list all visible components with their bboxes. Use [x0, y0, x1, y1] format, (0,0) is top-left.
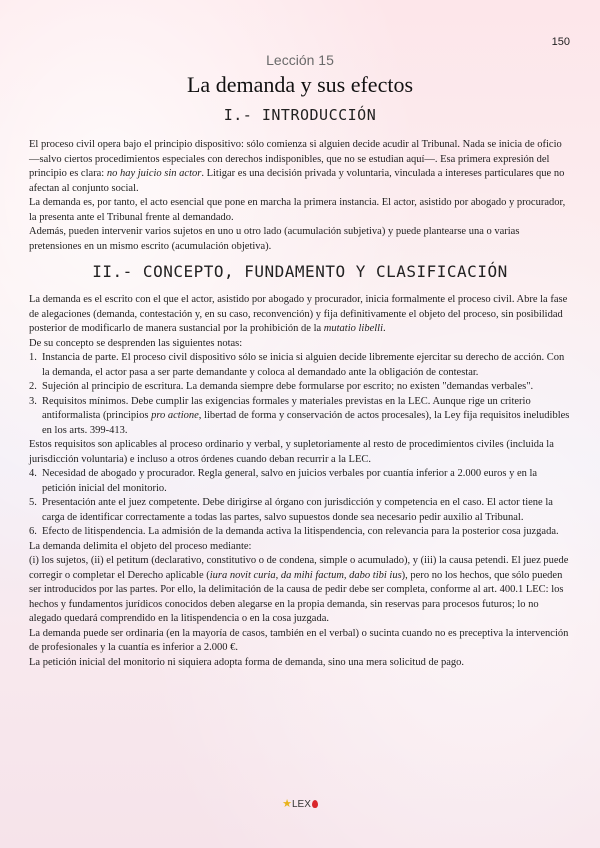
- list-item-number: 5.: [29, 497, 37, 508]
- objeto-intro: La demanda delimita el objeto del proceso mediante:: [29, 540, 252, 552]
- notes-list-2: [29, 467, 573, 540]
- lesson-label: Lección 15: [266, 52, 334, 68]
- list-item-text: Efecto de litispendencia. La admisión de la demanda activa la litispendencia, con relevancia para la posterior cosa juzgada.: [42, 526, 559, 537]
- intro-p1-text-a: El proceso civil opera bajo el principio dispositivo: sólo comienza si alguien decide acudir al Tribunal. Nada se inicia de oficio —salvo ciertos procedimientos especiales con derechos indisponibles, que no se estudian aquí—. Esa primera expresión del principio es clara:: [29, 139, 562, 179]
- monitorio-paragraph: La petición inicial del monitorio ni siquiera adopta forma de demanda, sino una mera solicitud de pago.: [29, 656, 465, 668]
- list-item: [29, 395, 573, 439]
- brand-text: LEX: [291, 799, 311, 810]
- list-item-text: Presentación ante el juez competente. Debe dirigirse al órgano con jurisdicción y competencia en el caso. El actor tiene la carga de identificar correctamente a todas las partes, salvo supuestos donde sea necesario pedir auxilio al Tribunal.: [42, 497, 553, 523]
- intro-paragraph-2: La demanda es, por tanto, el acto esencial que pone en marcha la primera instancia. El actor, asistido por abogado y procurador, la presenta ante el Tribunal frente al demandado.: [29, 197, 566, 223]
- list-item-number: 2.: [29, 381, 37, 392]
- footer-brand: [0, 797, 600, 810]
- ordinaria-paragraph: La demanda puede ser ordinaria (en la mayoría de casos, también en el verbal) o sucinta cuando no es preceptiva la intervención de profesionales y la cuantía es inferior a 2.000 €.: [29, 627, 569, 653]
- list-item-text: Necesidad de abogado y procurador. Regla general, salvo en juicios verbales por cuantía inferior a 2.000 euros y en la petición inicial del monitorio.: [42, 468, 538, 494]
- list-item: [29, 467, 573, 496]
- concepto-section: [29, 293, 573, 670]
- star-icon: ★: [282, 798, 292, 810]
- list-item-number: 6.: [29, 526, 37, 537]
- list-item: [29, 525, 573, 540]
- intro-paragraph-3: Además, pueden intervenir varios sujetos en uno u otro lado (acumulación subjetiva) y puede plantearse una o varias pretensiones en un mismo escrito (acumulación objetiva).: [29, 226, 520, 252]
- objeto-text-a: (i) los sujetos, (ii) el petitum (declarativo, constitutivo o de condena, simple o acumulado), y (iii) la causa petendi. El juez puede corregir o completar el Derecho aplicable (: [29, 555, 569, 581]
- page-number: 150: [551, 36, 570, 48]
- intro-p1-italic: no hay juicio sin actor: [106, 168, 202, 179]
- list-item: [29, 496, 573, 525]
- list-item-text: Instancia de parte. El proceso civil dispositivo sólo se inicia si alguien decide libremente ejercitar su derecho de acción. Con la demanda, el actor pasa a ser parte demandante y coloca al demandado ante la obligación de contestar.: [42, 352, 565, 378]
- notes-list-1: [29, 351, 573, 438]
- list-item-text-b: , libertad de forma y conservación de actos procesales), la Ley fija requisitos ineludibles en los arts. 399-413.: [42, 410, 570, 436]
- notes-intro: De su concepto se desprenden las siguientes notas:: [29, 337, 243, 349]
- intro-p1-text-b: . Litigar es una decisión privada y voluntaria, vinculada a intereses particulares que no afectan al conjunto social.: [29, 168, 565, 194]
- objeto-paragraph: [29, 554, 573, 627]
- concepto-p1-text-b: .: [383, 323, 386, 334]
- concepto-p1-italic: mutatio libelli: [323, 323, 383, 334]
- list-item-number: 4.: [29, 468, 37, 479]
- concepto-p1-text-a: La demanda es el escrito con el que el actor, asistido por abogado y procurador, inicia formalmente el proceso civil. Abre la fase de alegaciones (demanda, contestación y, en su caso, reconvención) y fija definitivamente el objeto del proceso, sin posibilidad posterior de modificarlo de manera sustancial por la prohibición de la: [29, 294, 568, 334]
- concepto-paragraph-1: [29, 293, 573, 337]
- objeto-italic: iura novit curia, da mihi factum, dabo tibi ius: [209, 569, 402, 581]
- requisitos-bridge-paragraph: Estos requisitos son aplicables al proceso ordinario y verbal, y supletoriamente al resto de procedimientos civiles (incluida la jurisdicción voluntaria) e incluso a otros órdenes cuando deban recurrir a la LEC.: [29, 439, 554, 465]
- objeto-text-b: ), pero no los hechos, que sólo pueden ser introducidos por las partes. Por ello, la delimitación de la causa de pedir debe ser completa, conforme al art. 400.1 LEC: los hechos y fundamentos jurídicos conocidos deben alegarse en la propia demanda, sin reservas para procesos futuros; lo no alegado quedará comprendido en la litispendencia o en la cosa juzgada.: [29, 569, 564, 624]
- intro-section: [29, 138, 573, 254]
- intro-paragraph-1: [29, 138, 573, 196]
- list-item-italic: pro actione: [151, 410, 199, 421]
- list-item-number: 1.: [29, 352, 37, 363]
- list-item: [29, 380, 573, 395]
- page-title: La demanda y sus efectos: [186, 72, 414, 97]
- section-heading-introduccion: I.- INTRODUCCIÓN: [223, 106, 377, 124]
- list-item-number: 3.: [29, 395, 37, 407]
- list-item-text: Sujeción al principio de escritura. La demanda siempre debe formularse por escrito; no existen "demandas verbales".: [42, 381, 534, 392]
- list-item-text-a: Requisitos mínimos. Debe cumplir las exigencias formales y materiales previstas en la LEC. Aunque rige un criterio antiformalista (principios: [42, 395, 531, 421]
- section-heading-concepto: II.- CONCEPTO, FUNDAMENTO Y CLASIFICACIÓN: [92, 262, 508, 281]
- drop-icon: [312, 800, 318, 808]
- list-item: [29, 351, 573, 380]
